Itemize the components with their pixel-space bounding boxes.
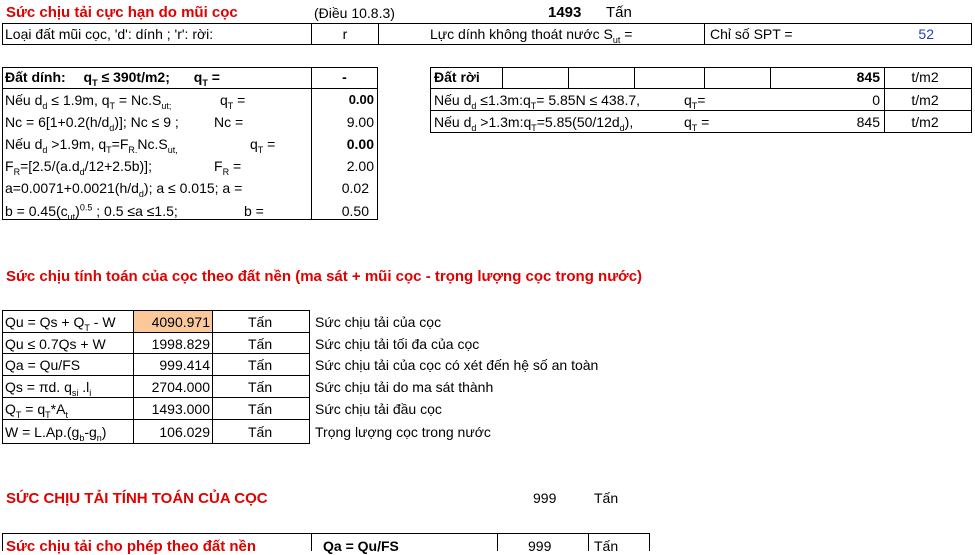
grid-line [2,88,378,89]
cohesive-row-4-formula: $F_R=[2.5/(a.d_d/12+2.5b)]$; [5,158,152,177]
result-row-5-value: 1493.000 [151,401,210,417]
grid-line [634,67,635,88]
granular-row-1-formula: Nếu $d_d$ $\le 1.3m:q_T= 5.85N \le 438.7$, [434,92,641,111]
section4-value: 999 [528,538,552,554]
result-row-6-value: 106.029 [159,424,210,440]
grid-line [2,375,310,376]
granular-row-2-formula: Nếu $d_d$ $>1.3m:q_T=5.85(50/12d_d)$, [434,114,634,133]
cohesive-row-3-label: $q_T$ = [250,136,276,155]
grid-line [2,443,310,444]
spt-value[interactable]: 52 [918,26,934,42]
result-row-6-desc: Trọng lượng cọc trong nước [315,424,491,440]
result-row-5-formula: $Q_T = q_T*A_t$ [5,401,68,420]
title: Sức chịu tải cực hạn do mũi cọc [6,4,238,21]
grid-line [2,23,972,24]
result-row-2-unit: Tấn [248,336,273,352]
grid-line [378,23,379,45]
grid-line [2,44,972,45]
result-row-1-unit: Tấn [248,314,273,330]
grid-line [2,310,3,444]
grid-line [430,110,972,111]
result-row-6-unit: Tấn [248,424,273,440]
grid-line [2,533,650,534]
cohesive-row-5-value: 0.02 [341,180,369,196]
result-row-3-desc: Sức chịu tải của cọc có xét đến hệ số an toàn [315,357,599,373]
section2-title: Sức chịu tính toán của cọc theo đất nền (ma sát + mũi cọc - trọng lượng cọc trong nước) [6,268,643,285]
section3-unit: Tấn [594,490,619,506]
spt-label: Chỉ số SPT = [710,26,793,42]
cohesive-row-5-formula: $a=0.0071+0.0021(h/d_d)$; a ≤ 0.015; a = [5,180,243,199]
cohesive-row-6-value: 0.50 [341,203,369,219]
result-row-4-value: 2704.000 [151,379,210,395]
result-row-2-value: 1998.829 [151,336,210,352]
grid-line [2,533,3,551]
result-row-1-desc: Sức chịu tải của cọc [315,314,442,330]
section3-title: SỨC CHỊU TẢI TÍNH TOÁN CỦA CỌC [6,490,268,507]
grid-line [133,310,134,444]
cohesive-row-6-formula: $b = 0.45(c_{ut})^{0.5}$ ; 0.5 ≤a ≤1.5; [5,202,178,222]
grid-line [311,533,312,551]
result-row-3-value: 999.414 [159,357,210,373]
granular-row-1-unit: t/m2 [911,92,939,108]
granular-row-2-value: 845 [856,114,880,130]
grid-line [377,67,378,220]
grid-line [704,67,705,88]
result-row-3-unit: Tấn [248,357,273,373]
cohesive-row-4-label: $F_R$ = [214,158,242,177]
result-row-5-unit: Tấn [248,401,273,417]
section4-formula: Qa = Qu/FS [323,538,399,554]
section4-label: Sức chịu tải cho phép theo đất nền [6,538,257,555]
grid-line [2,219,378,220]
result-row-1-value: 4090.971 [151,314,210,330]
tip-capacity-unit: Tấn [606,4,632,21]
result-row-2-desc: Sức chịu tải tối đa của cọc [315,336,480,352]
grid-line [2,332,310,333]
grid-line [430,88,972,89]
grid-line [2,67,3,220]
granular-row-1-value: 0 [872,92,880,108]
cohesive-row-1-label: $q_T$ = [220,92,246,111]
result-row-2-formula: Qu ≤ 0.7Qs + W [5,336,106,352]
cohesive-row-3-formula: Nếu $d_d >1.9m$, $q_T=F_{R.}Nc.S_{ut,}$ [5,136,178,155]
grid-line [2,397,310,398]
grid-line [430,67,431,133]
cohesive-row-6-label: b = [244,203,264,219]
grid-line [2,67,378,68]
soil-type-value[interactable]: r [342,26,348,42]
grid-line [2,310,310,311]
section3-value: 999 [533,490,557,506]
cohesive-row-2-value: 9.00 [346,114,374,130]
result-row-4-desc: Sức chịu tải do ma sát thành [315,379,494,395]
result-row-4-formula: Qs = πd. $q_{si}$ $.l_i$ [5,379,92,398]
granular-title: Đất rời [434,69,480,85]
grid-line [430,132,972,133]
result-row-3-formula: Qa = Qu/FS [5,357,81,373]
grid-line [649,533,650,551]
granular-unit: t/m2 [911,69,939,85]
grid-line [971,23,972,45]
grid-line [2,353,310,354]
cohesive-row-2-label: Nc = [214,114,244,130]
cohesive-row-3-value: 0.00 [346,136,374,152]
cohesive-qt-value: - [342,69,347,85]
granular-row-2-unit: t/m2 [911,114,939,130]
grid-line [770,67,771,88]
granular-row-1-label: $q_T=$ [684,92,706,111]
cohesive-row-4-value: 2.00 [346,158,374,174]
granular-value: 845 [856,69,880,85]
grid-line [2,23,3,45]
result-row-5-desc: Sức chịu tải đầu cọc [315,401,442,417]
grid-line [309,310,310,444]
result-row-6-formula: $W = L.Ap.(g_b-g_n)$ [5,424,107,443]
grid-line [497,533,498,551]
cohesive-title: Đất dính: $q_T \le 390t/m2$; $q_T$ = [5,69,220,88]
grid-line [588,533,589,551]
grid-line [971,67,972,133]
result-row-1-formula: $Qu = Qs + Q_T - W$ [5,314,116,333]
clause-ref: (Điều 10.8.3) [314,5,395,21]
grid-line [212,310,213,444]
result-row-4-unit: Tấn [248,379,273,395]
tip-capacity-value: 1493 [548,4,582,21]
granular-row-2-label: $q_T$ = [684,114,710,133]
grid-line [568,67,569,88]
soil-type-label: Loại đất mũi cọc, 'd': dính ; 'r': rời: [5,26,214,42]
grid-line [704,23,705,45]
section4-unit: Tấn [594,538,619,554]
cohesive-row-2-formula: $Nc = 6[1+0.2(h/d_d)]$; Nc ≤ 9 ; [5,114,179,133]
grid-line [430,67,972,68]
grid-line [502,67,503,88]
cohesive-row-1-formula: Nếu $d_d \le 1.9m$, $q_T = Nc.S_{ut;}$ [5,92,172,111]
cohesive-row-1-value: 0.00 [348,92,374,107]
undrained-cohesion-label: Lực dính không thoát nước $S_{ut}$ = [430,26,633,45]
